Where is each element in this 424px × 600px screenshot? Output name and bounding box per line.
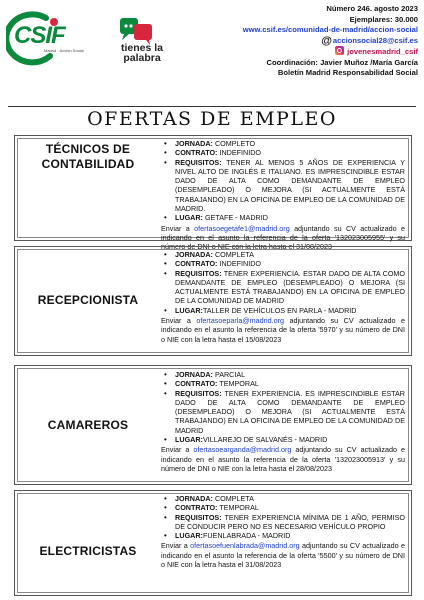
job-details — [161, 139, 405, 252]
lugar-item — [161, 531, 405, 540]
tienes-la-palabra-text: tienes la palabra — [120, 42, 164, 64]
jornada-value: COMPLETA — [214, 250, 254, 259]
title-bar — [8, 106, 416, 128]
requisitos-value: TENER EXPERIENCIA MÍNIMA DE 1 AÑO, PERMISO DE CONDUCIR PERO NO ES NECESARIO VEHÍCULO PROPIO — [175, 512, 405, 531]
issue-number: Número 246. agosto 2023 — [326, 4, 418, 13]
contrato-item — [161, 503, 405, 512]
job-title-line: CONTABILIDAD — [41, 157, 135, 171]
job-offer-card — [14, 135, 412, 252]
job-details — [161, 494, 405, 569]
jornada-label: JORNADA: — [175, 494, 213, 503]
requisitos-item — [161, 158, 405, 214]
job-title-line: TÉCNICOS DE — [45, 142, 131, 156]
lugar-item — [161, 306, 405, 315]
job-details — [161, 250, 405, 344]
requisitos-label: REQUISITOS: — [175, 388, 222, 398]
lugar-item — [161, 435, 405, 444]
application-instructions — [161, 445, 405, 473]
csif-logo-text: CSIF — [14, 22, 65, 49]
send-suffix: adjuntando su CV actualizado e indicando en el asunto la referencia de la oferta '132023005955' y su número de DNI o NIE con la letra hasta el 31/08/2023 — [161, 223, 405, 252]
jornada-label: JORNADA: — [175, 139, 213, 148]
coordination: Coordinación: Javier Muñoz /María García — [266, 57, 418, 67]
job-title-line: CAMAREROS — [47, 418, 129, 432]
jornada-item — [161, 494, 405, 503]
bulletin-header — [0, 0, 424, 104]
contrato-value: INDEFINIDO — [219, 148, 261, 158]
website-link[interactable]: www.csif.es/comunidad-de-madrid/accion-social — [242, 25, 418, 34]
job-title — [15, 418, 161, 433]
contrato-label: CONTRATO: — [175, 148, 218, 158]
jornada-item — [161, 250, 405, 259]
lugar-label: LUGAR: — [175, 531, 203, 541]
jornada-item — [161, 139, 405, 148]
email-link[interactable]: accionsocial28@csif.es — [332, 35, 418, 45]
job-title-line: RECEPCIONISTA — [37, 293, 139, 307]
send-prefix: Enviar a — [161, 223, 190, 233]
requisitos-value: TENER EXPERIENCIA. ES IMPRESCINDIBLE ESTAR DADO DE ALTA COMO DEMANDANTE DE EMPLEO (DESEMPLEADO) O MEJORA (SI ACTUALMENTE ESTÁ TRABAJANDO) EN LA OFICINA DE EMPLEO DE LA COMUNIDAD DE MADRID — [175, 388, 405, 435]
requisitos-item — [161, 269, 405, 306]
offer-email-link[interactable]: ofertasoearganda@madrid.org — [193, 445, 292, 455]
requisitos-label: REQUISITOS: — [175, 268, 222, 278]
lugar-item — [161, 213, 405, 222]
at-sign-icon: @ — [321, 34, 332, 47]
lugar-label: LUGAR: — [175, 435, 203, 445]
job-offer-card — [14, 490, 412, 596]
requisitos-label: REQUISITOS: — [175, 512, 222, 522]
job-title — [15, 293, 161, 308]
lugar-value: GETAFE - MADRID — [204, 213, 268, 223]
lugar-value: TALLER DE VEHÍCULOS EN PARLA - MADRID — [202, 305, 357, 315]
offer-email-link[interactable]: ofertasoegetafe1@madrid.org — [194, 223, 290, 233]
lugar-label: LUGAR: — [175, 305, 203, 315]
contrato-label: CONTRATO: — [175, 379, 218, 389]
contrato-value: TEMPORAL — [219, 379, 259, 389]
contrato-item — [161, 379, 405, 388]
instagram-icon — [335, 46, 344, 55]
jornada-label: JORNADA: — [175, 370, 213, 379]
page-title: OFERTAS DE EMPLEO — [87, 108, 337, 130]
contrato-value: INDEFINIDO — [219, 259, 261, 269]
send-prefix: Enviar a — [161, 541, 188, 551]
job-title — [15, 544, 161, 559]
jornada-item — [161, 370, 405, 379]
application-instructions — [161, 541, 405, 569]
lugar-value: FUENLABRADA - MADRID — [202, 531, 291, 541]
contrato-item — [161, 259, 405, 268]
job-details — [161, 370, 405, 473]
instagram-link[interactable]: jovenesmadrid_csif — [347, 47, 418, 56]
requisitos-value: TENER EXPERIENCIA. ESTAR DADO DE ALTA COMO DEMANDANTE DE EMPLEO (DESEMPLEADO) O MEJORA (SI ACTUALMENTE ESTÁ TRABAJANDO) EN LA OFICINA DE EMPLEO DE LA COMUNIDAD DE MADRID — [175, 268, 405, 306]
jornada-value: COMPLETA — [214, 494, 254, 503]
copies-count: Ejemplares: 30.000 — [349, 14, 418, 24]
send-suffix: adjuntando su CV actualizado e indicando en el asunto la referencia de la oferta '132023005913' y su número de DNI o NIE con la letra hasta el 28/08/2023 — [161, 445, 405, 473]
jornada-value: PARCIAL — [214, 370, 246, 379]
contrato-value: TEMPORAL — [219, 503, 259, 513]
lugar-value: VILLAREJO DE SALVANÉS - MADRID — [202, 435, 328, 445]
send-prefix: Enviar a — [161, 445, 190, 455]
send-suffix: adjuntando su CV actualizado e indicando en el asunto la referencia de la oferta '5500' y su número de DNI o NIE con la letra hasta el 31/08/2023 — [161, 541, 405, 570]
jornada-label: JORNADA: — [175, 250, 213, 259]
header-info — [168, 4, 418, 79]
job-title-line: ELECTRICISTAS — [39, 544, 137, 558]
contrato-label: CONTRATO: — [175, 259, 218, 269]
job-offer-card — [14, 365, 412, 485]
job-title — [15, 142, 161, 172]
jornada-value: COMPLETO — [214, 139, 256, 148]
offer-email-link[interactable]: ofertasoefuenlabrada@madrid.org — [190, 541, 300, 551]
contrato-label: CONTRATO: — [175, 503, 218, 513]
csif-logo-subtitle: Madrid · Acción Social — [44, 48, 84, 53]
requisitos-value: TENER AL MENOS 5 AÑOS DE EXPERIENCIA Y NIVEL ALTO DE INGLÉS E ITALIANO. ES IMPRESCINDIBLE ESTAR DADO DE ALTA COMO DEMANDANTE DE EMPLEO (DESEMPLEADO) O MEJORA (SI ACTUALMENTE ESTÁ TRABAJANDO) EN LA OFICINA DE EMPLEO DE LA COMUNIDAD DE MADRID. — [175, 157, 405, 214]
send-prefix: Enviar a — [161, 316, 191, 326]
send-suffix: adjuntando su CV actualizado e indicando en el asunto la referencia de la oferta '5970' y su número de DNI o NIE con la letra hasta el 15/08/2023 — [161, 316, 405, 344]
requisitos-label: REQUISITOS: — [175, 157, 222, 167]
contrato-item — [161, 148, 405, 157]
application-instructions — [161, 316, 405, 344]
offer-email-link[interactable]: ofertasoeparla@madrid.org — [196, 316, 284, 326]
job-offer-card — [14, 246, 412, 356]
requisitos-item — [161, 389, 405, 435]
bulletin-name: Boletín Madrid Responsabilidad Social — [277, 68, 418, 77]
requisitos-item — [161, 513, 405, 532]
lugar-label: LUGAR: — [175, 213, 203, 223]
